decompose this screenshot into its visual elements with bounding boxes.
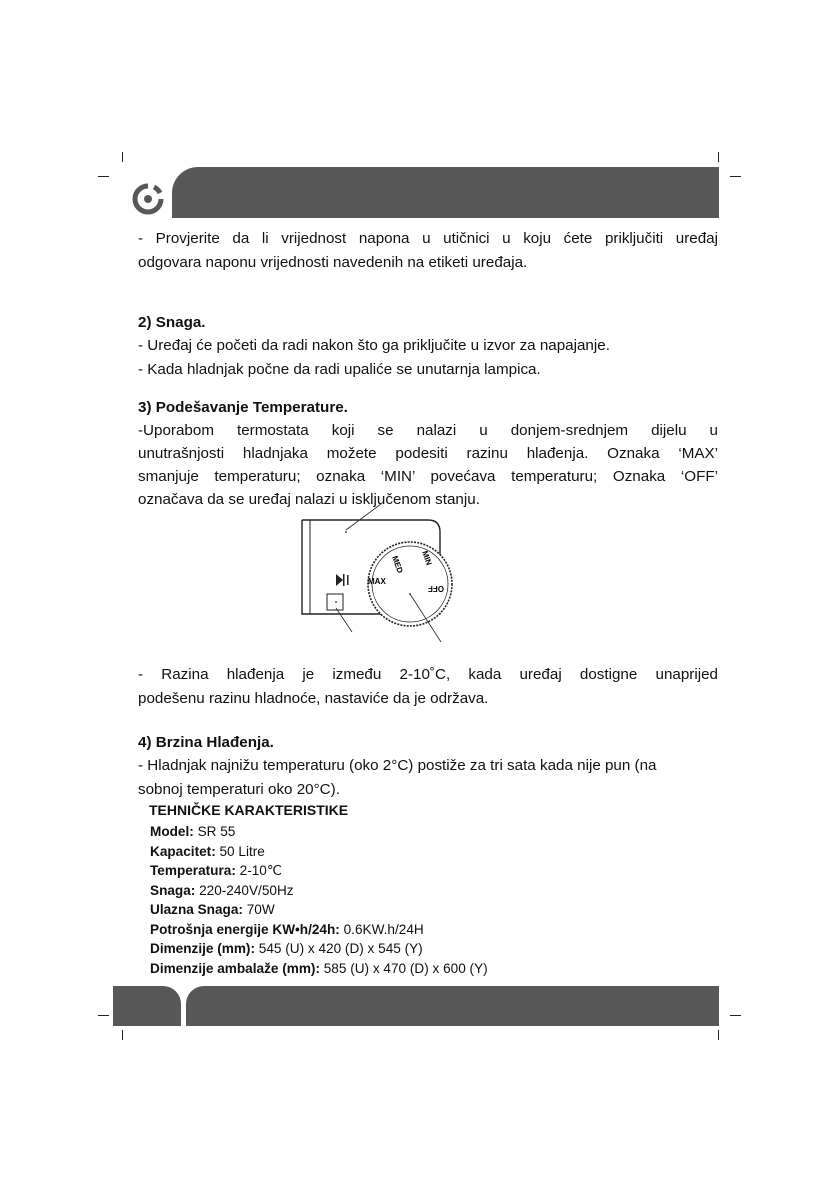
spec-value: 0.6KW.h/24H — [339, 921, 424, 937]
section-heading: 4) Brzina Hlađenja. — [138, 734, 274, 751]
section-text: smanjuje temperaturu; oznaka ‘MIN’ povećava temperaturu; Oznaka ‘OFF’ — [138, 468, 718, 485]
crop-mark — [718, 152, 719, 162]
spec-label: Dimenzije ambalaže (mm): — [150, 960, 320, 976]
crop-mark — [98, 1015, 109, 1016]
section-text: unutrašnjosti hladnjaka možete podesiti razinu hlađenja. Oznaka ‘MAX’ — [138, 445, 718, 462]
spec-label: Dimenzije (mm): — [150, 941, 255, 956]
brand-logo-icon — [132, 183, 164, 215]
spec-row — [150, 861, 488, 881]
section-heading: 2) Snaga. — [138, 314, 206, 331]
specs-list — [150, 822, 488, 978]
spec-value: 545 (U) x 420 (D) x 545 (Y) — [255, 941, 423, 956]
spec-label: Potrošnja energije KW•h/24h: — [150, 921, 340, 937]
spec-row — [150, 900, 488, 920]
crop-mark — [718, 1030, 719, 1040]
spec-row — [150, 881, 488, 901]
spec-label: Ulazna Snaga: — [150, 902, 243, 917]
dial-label-max: MAX — [368, 577, 386, 586]
dial-label-min: MIN — [420, 549, 434, 567]
triangle-pointer-icon — [336, 574, 343, 586]
thermostat-diagram — [296, 502, 456, 644]
section-text: sobnoj temperaturi oko 20°C). — [138, 781, 340, 798]
spec-value: 70W — [242, 902, 275, 917]
spec-value: 220-240V/50Hz — [195, 882, 294, 898]
manual-content — [138, 227, 718, 511]
footer-bar — [186, 986, 719, 1026]
section-text: - Kada hladnjak počne da radi upaliće se unutarnja lampica. — [138, 361, 541, 378]
footer-page-tab — [113, 986, 181, 1026]
crop-mark — [730, 1015, 741, 1016]
section-text: - Hladnjak najnižu temperaturu (oko 2°C) postiže za tri sata kada nije pun (na — [138, 757, 657, 774]
crop-mark — [730, 176, 741, 177]
spec-row — [150, 959, 488, 979]
spec-row — [150, 842, 488, 862]
dial-label-off: OFF — [428, 584, 444, 593]
manual-content-lower — [138, 663, 718, 802]
crop-mark — [98, 176, 109, 177]
range-line: podešenu razinu hladnoće, nastaviće da je održava. — [138, 690, 489, 707]
spec-row — [150, 822, 488, 842]
range-line: - Razina hlađenja je između 2-10˚C, kada uređaj dostigne unaprijed — [138, 666, 718, 683]
spec-value: SR 55 — [193, 824, 236, 839]
spec-value: 50 Litre — [215, 843, 265, 859]
section-text: -Uporabom termostata koji se nalazi u donjem-srednjem dijelu u — [138, 422, 718, 439]
specs-title: TEHNIČKE KARAKTERISTIKE — [149, 802, 349, 818]
dial-label-med: MED — [390, 554, 405, 575]
crop-mark — [122, 1030, 123, 1040]
header-bar — [172, 167, 719, 218]
intro-line: odgovara naponu vrijednosti navedenih na etiketi uređaja. — [138, 254, 528, 271]
spec-row — [150, 920, 488, 940]
spec-label: Model: — [150, 824, 194, 839]
section-text: označava da se uređaj nalazi u isključenom stanju. — [138, 491, 480, 508]
spec-label: Snaga: — [150, 882, 196, 898]
intro-line: - Provjerite da li vrijednost napona u utičnici u koju ćete priključiti uređaj — [138, 230, 718, 247]
section-heading: 3) Podešavanje Temperature. — [138, 399, 348, 416]
spec-value: 2-10℃ — [235, 863, 283, 878]
crop-mark — [122, 152, 123, 162]
spec-label: Kapacitet: — [150, 843, 216, 859]
spec-value: 585 (U) x 470 (D) x 600 (Y) — [319, 960, 488, 976]
spec-row — [150, 939, 488, 959]
spec-label: Temperatura: — [150, 863, 236, 878]
section-text: - Uređaj će početi da radi nakon što ga priključite u izvor za napajanje. — [138, 337, 610, 354]
